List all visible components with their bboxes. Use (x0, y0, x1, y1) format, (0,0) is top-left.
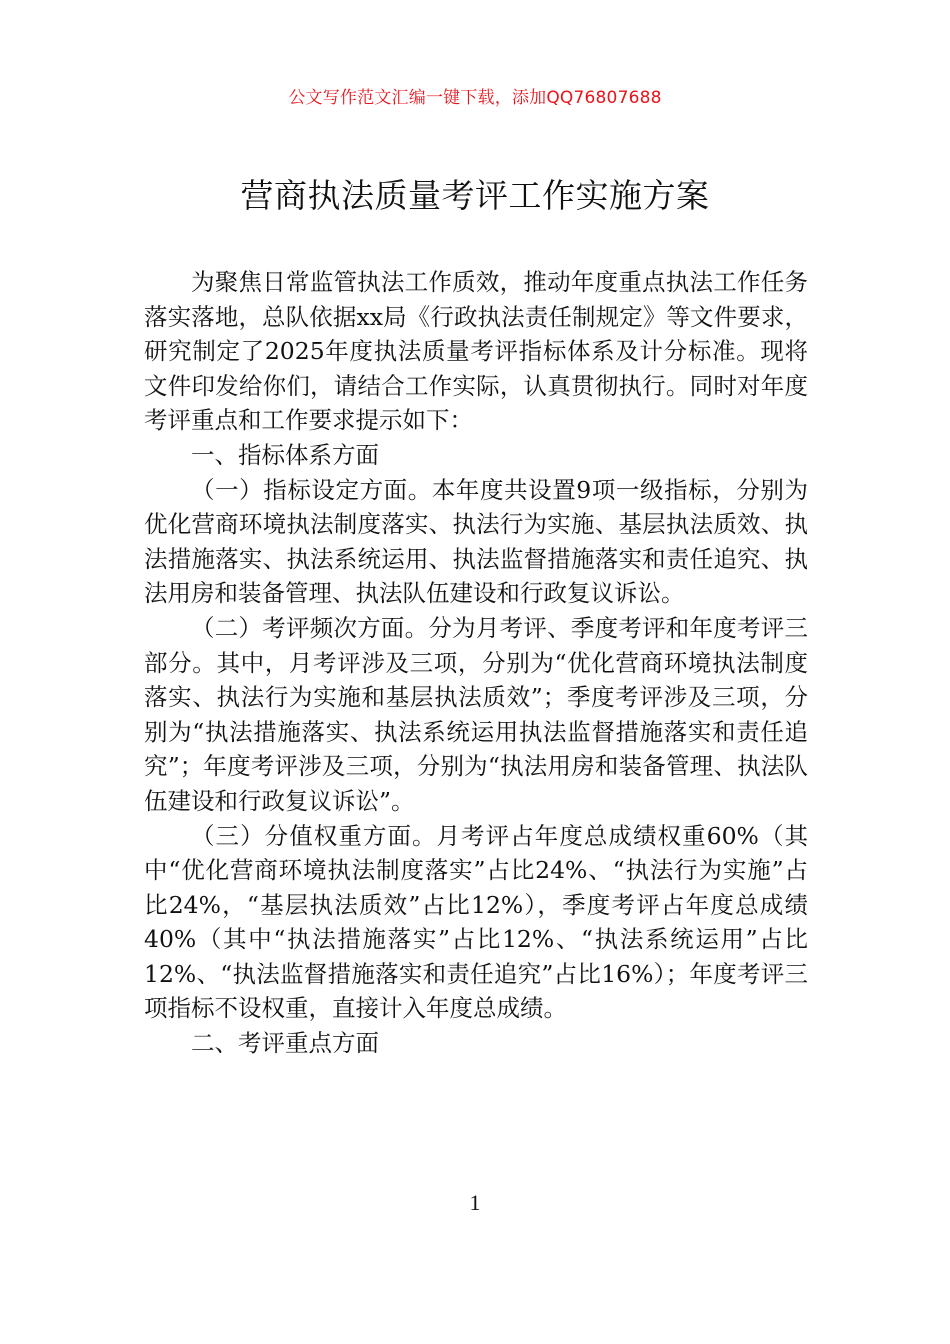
section-heading-1: 一、指标体系方面 (191, 440, 379, 469)
download-notice: 公文写作范文汇编一键下载，添加QQ76807688 (288, 88, 662, 108)
paragraph-score-weight: （三）分值权重方面。月考评占年度总成绩权重60%（其中“优化营商环境执法制度落实”占比24%、“执法行为实施”占比24%，“基层执法质效”占比12%），季度考评占年度总成绩40%（其中“执法措施落实”占比12%、“执法系统运用”占比12%、“执法监督措施落实和责任追究”占比16%）；年度考评三项指标不设权重，直接计入年度总成绩。 (144, 821, 808, 1023)
document-title: 营商执法质量考评工作实施方案 (240, 176, 710, 215)
page-number: 1 (469, 1190, 481, 1215)
intro-paragraph: 为聚焦日常监管执法工作质效，推动年度重点执法工作任务落实落地，总队依据xx局《行政执法责任制规定》等文件要求，研究制定了2025年度执法质量考评指标体系及计分标准。现将文件印发给你们，请结合工作实际，认真贯彻执行。同时对年度考评重点和工作要求提示如下： (144, 268, 808, 435)
section-heading-2: 二、考评重点方面 (191, 1029, 379, 1058)
paragraph-evaluation-frequency: （二）考评频次方面。分为月考评、季度考评和年度考评三部分。其中，月考评涉及三项，分别为“优化营商环境执法制度落实、执法行为实施和基层执法质效”；季度考评涉及三项，分别为“执法措施落实、执法系统运用执法监督措施落实和责任追究”；年度考评涉及三项，分别为“执法用房和装备管理、执法队伍建设和行政复议诉讼”。 (144, 613, 808, 815)
document-body (144, 265, 808, 1061)
paragraph-indicator-setting: （一）指标设定方面。本年度共设置9项一级指标，分别为优化营商环境执法制度落实、执法行为实施、基层执法质效、执法措施落实、执法系统运用、执法监督措施落实和责任追究、执法用房和装备管理、执法队伍建设和行政复议诉讼。 (144, 475, 808, 608)
